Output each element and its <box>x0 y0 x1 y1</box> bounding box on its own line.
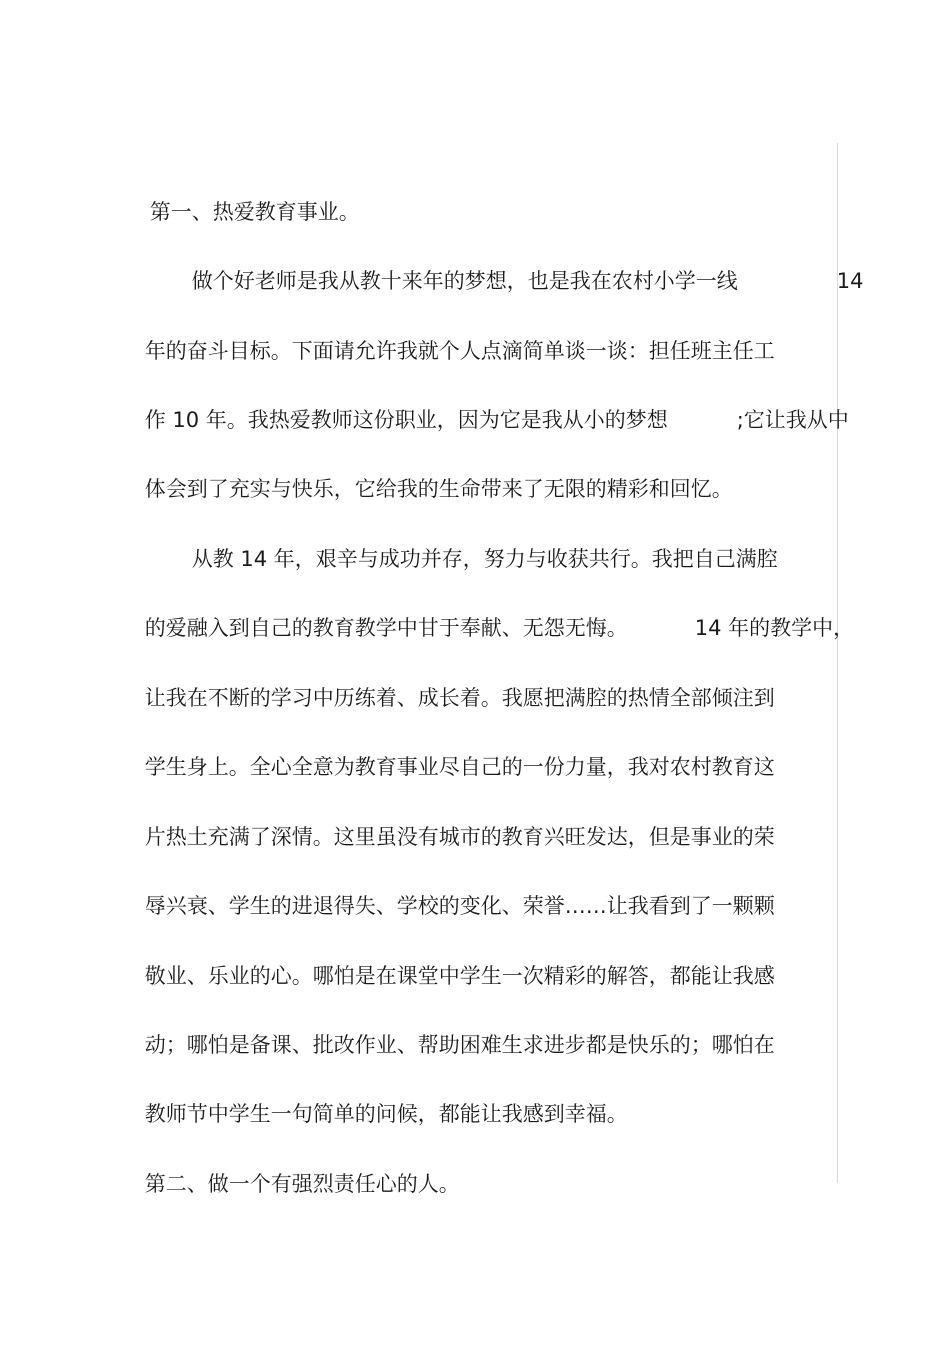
text-line: 14 <box>836 269 864 293</box>
text-line: 年的奋斗目标。下面请允许我就个人点滴简单谈一谈：担任班主任工 <box>144 339 775 363</box>
text-line: 第二、做一个有强烈责任心的人。 <box>144 1172 460 1196</box>
text-line: 的爱融入到自己的教育教学中甘于奉献、无怨无悔。 <box>144 616 628 640</box>
text-line: 辱兴衰、学生的进退得失、学校的变化、荣誉……让我看到了一颗颗 <box>144 894 775 918</box>
text-line: 让我在不断的学习中历练着、成长着。我愿把满腔的热情全部倾注到 <box>144 686 775 710</box>
text-line: 做个好老师是我从教十来年的梦想，也是我在农村小学一线 <box>191 269 738 293</box>
text-line: 敬业、乐业的心。哪怕是在课堂中学生一次精彩的解答，都能让我感 <box>144 964 775 988</box>
text-line: 体会到了充实与快乐，它给我的生命带来了无限的精彩和回忆。 <box>144 477 733 501</box>
text-line: ;它让我从中 <box>736 408 849 432</box>
text-line: 动；哪怕是备课、批改作业、帮助困难生求进步都是快乐的；哪怕在 <box>144 1033 775 1057</box>
paragraph-line-tail <box>810 236 863 326</box>
text-line: 14 年的教学中， <box>694 616 855 640</box>
text-line: 教师节中学生一句简单的问候，都能让我感到幸福。 <box>144 1102 628 1126</box>
section-heading-2 <box>118 1139 460 1229</box>
text-line: 第一、热爱教育事业。 <box>149 200 360 224</box>
text-line: 片热土充满了深情。这里虽没有城市的教育兴旺发达，但是事业的荣 <box>144 825 775 849</box>
text-line: 学生身上。全心全意为教育事业尽自己的一份力量，我对农村教育这 <box>144 755 775 779</box>
text-line: 作 10 年。我热爱教师这份职业，因为它是我从小的梦想 <box>144 408 668 432</box>
text-line: 从教 14 年，艰辛与成功并存，努力与收获共行。我把自己满腔 <box>191 547 778 571</box>
